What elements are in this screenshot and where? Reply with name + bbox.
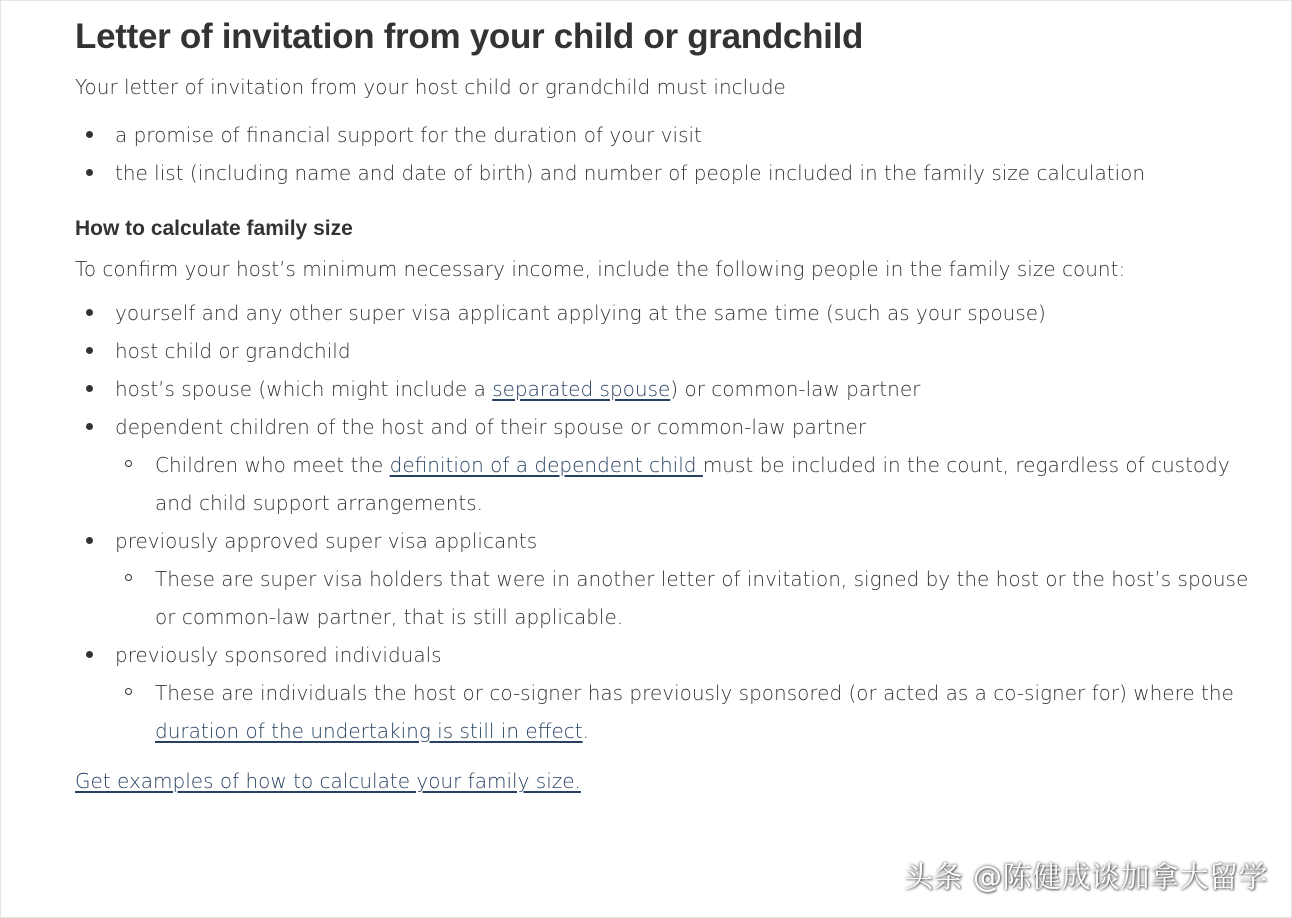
- list-item-text: host child or grandchild: [115, 339, 351, 363]
- bullet-icon: [86, 347, 93, 354]
- list-item-text: the list (including name and date of birth) and number of people included in the family size calculation: [115, 161, 1146, 185]
- list-item-text: a promise of financial support for the duration of your visit: [115, 123, 702, 147]
- dependent-child-definition-link[interactable]: definition of a dependent child: [389, 453, 703, 477]
- list-item-text-after: ) or common-law partner: [670, 377, 921, 401]
- list-item: [75, 408, 1255, 522]
- sub-list-item: [115, 674, 1255, 750]
- bullet-icon: [86, 309, 93, 316]
- intro-text: Your letter of invitation from your host child or grandchild must include: [75, 75, 786, 99]
- bullet-icon: [86, 537, 93, 544]
- sub-item-text-after: must be included in the count, regardless of custody and child support arrangements.: [155, 453, 1230, 515]
- sub-item-text: These are super visa holders that were in another letter of invitation, signed by the host or the host’s spouse or common-law partner, that is still applicable.: [155, 567, 1249, 629]
- undertaking-duration-link[interactable]: duration of the undertaking is still in effect: [155, 719, 583, 743]
- include-list: [75, 116, 1255, 192]
- bullet-icon: [86, 423, 93, 430]
- family-size-examples-link[interactable]: Get examples of how to calculate your family size.: [75, 769, 581, 793]
- sub-item-text-before: These are individuals the host or co-signer has previously sponsored (or acted as a co-signer for) where the: [155, 681, 1234, 705]
- list-item-text: previously sponsored individuals: [115, 643, 442, 667]
- footer: [75, 762, 1255, 800]
- list-item: [75, 636, 1255, 750]
- page-title: Letter of invitation from your child or grandchild: [75, 17, 864, 56]
- section-heading: How to calculate family size: [75, 217, 353, 240]
- sub-item-text-after: .: [582, 719, 589, 743]
- list-item-text: yourself and any other super visa applicant applying at the same time (such as your spouse): [115, 301, 1046, 325]
- section-intro: To confirm your host’s minimum necessary income, include the following people in the family size count:: [75, 257, 1126, 281]
- bullet-icon: [86, 169, 93, 176]
- list-item-text-before: host’s spouse (which might include a: [115, 377, 493, 401]
- list-item-text: previously approved super visa applicants: [115, 529, 538, 553]
- sub-list: [115, 560, 1255, 636]
- list-item: [75, 116, 1255, 154]
- list-item: [75, 294, 1255, 332]
- article: [75, 14, 1255, 800]
- list-item: [75, 154, 1255, 192]
- list-item-text: dependent children of the host and of their spouse or common-law partner: [115, 415, 867, 439]
- sub-item-text-before: Children who meet the: [155, 453, 390, 477]
- circle-bullet-icon: [125, 460, 132, 467]
- sub-list: [115, 674, 1255, 750]
- circle-bullet-icon: [125, 688, 132, 695]
- bullet-icon: [86, 131, 93, 138]
- sub-list-item: [115, 446, 1255, 522]
- bullet-icon: [86, 385, 93, 392]
- family-size-list: [75, 294, 1255, 750]
- watermark: 头条 @陈健成谈加拿大留学: [904, 860, 1269, 894]
- list-item: [75, 332, 1255, 370]
- list-item: [75, 370, 1255, 408]
- circle-bullet-icon: [125, 574, 132, 581]
- bullet-icon: [86, 651, 93, 658]
- sub-list-item: [115, 560, 1255, 636]
- list-item: [75, 522, 1255, 636]
- sub-list: [115, 446, 1255, 522]
- separated-spouse-link[interactable]: separated spouse: [492, 377, 671, 401]
